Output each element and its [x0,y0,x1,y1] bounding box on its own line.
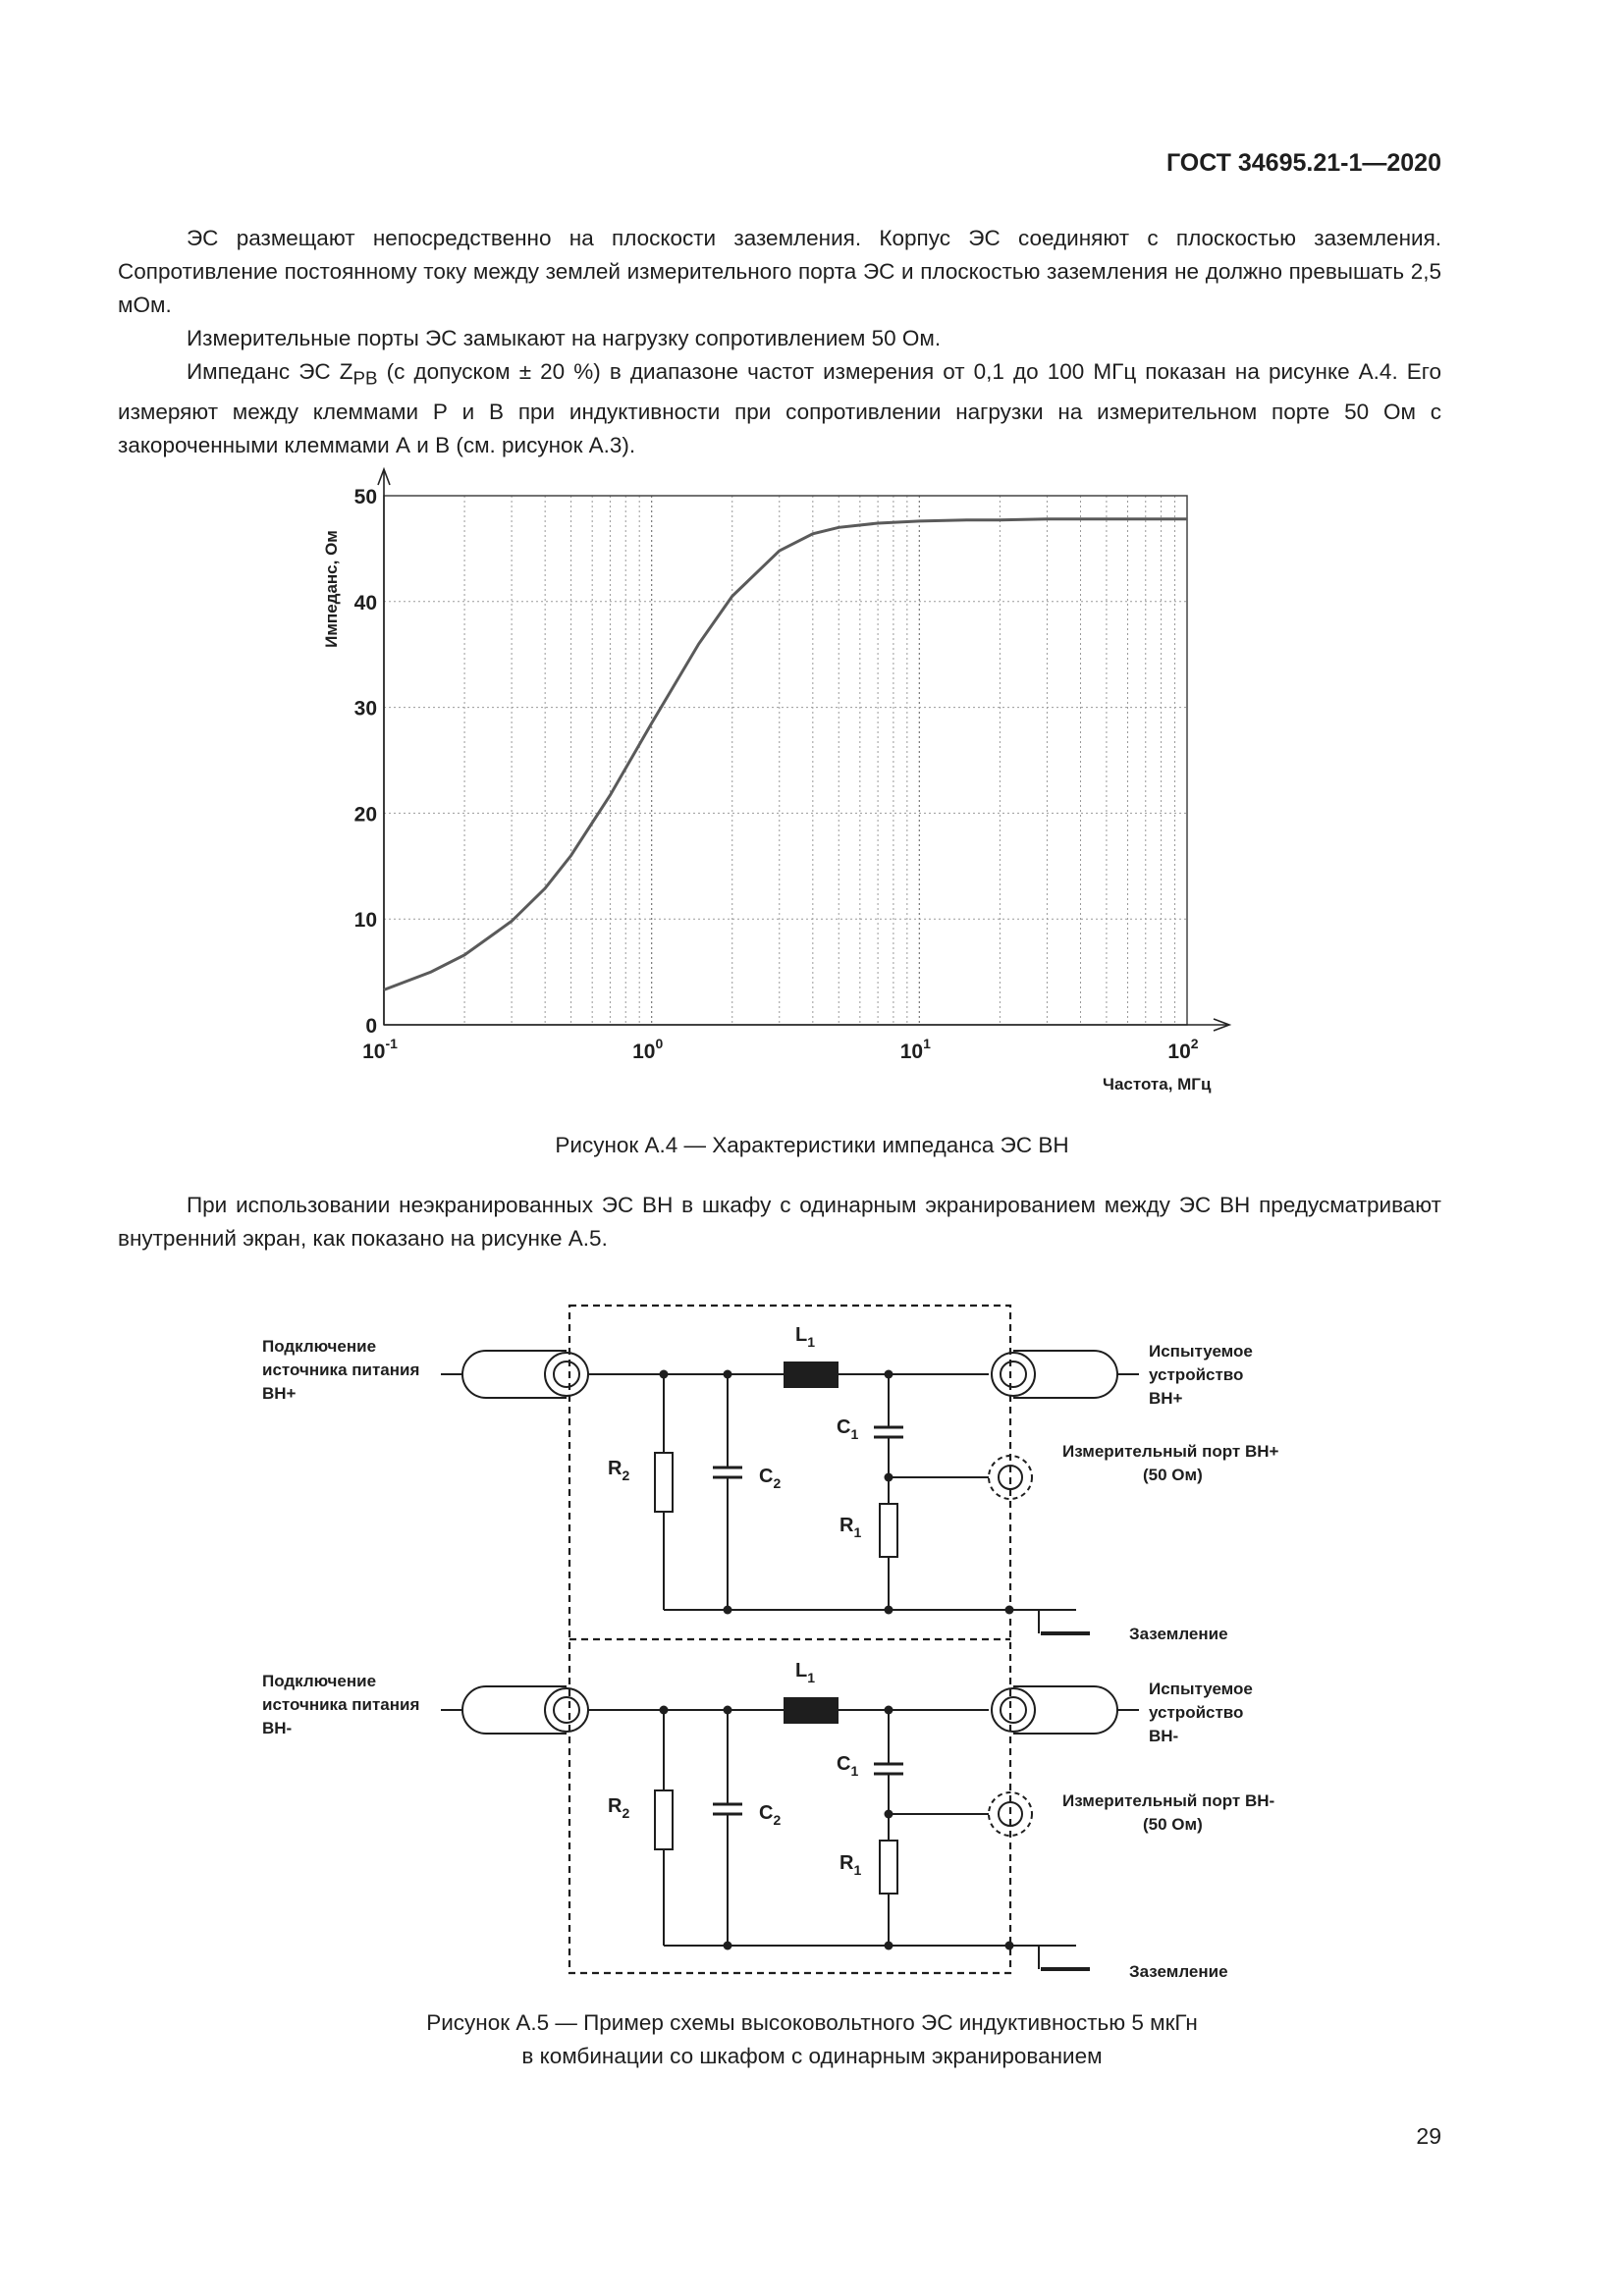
r2-label: R2 [608,1458,630,1483]
y-axis-label: Импеданс, Ом [322,530,341,648]
y-tick-label: 10 [353,909,377,933]
source-cable [462,1686,567,1734]
dut-label-line: устройство [1149,1703,1244,1722]
dut-label-line: ВН- [1149,1727,1179,1745]
c1-label: C1 [837,1753,859,1779]
document-header: ГОСТ 34695.21-1—2020 [1165,149,1441,177]
inductor-l1 [784,1697,839,1724]
port-label-line: (50 Ом) [1143,1466,1203,1484]
source-label-line: Подключение [262,1337,377,1356]
resistor-r2 [655,1790,673,1849]
labels-positive [262,1324,1279,1643]
c1-label: C1 [837,1416,859,1442]
resistor-r1 [880,1504,897,1557]
l1-label: L1 [795,1324,816,1350]
y-tick-label: 40 [353,591,377,614]
paragraph-4: При использовании неэкранированных ЭС ВН в шкафу с одинарным экранированием между ЭС ВН предусматривают внутренний экран, как показано на рисунке А.5. [118,1193,1441,1251]
dut-connector [992,1353,1035,1396]
port-label-line: Измерительный порт ВН+ [1062,1442,1279,1461]
dut-label-line: устройство [1149,1365,1244,1384]
port-label-line: Измерительный порт ВН- [1062,1791,1275,1810]
dut-connector [992,1688,1035,1732]
c2-label: C2 [759,1802,782,1828]
x-tick-label: $10^{-1}$ [362,1036,398,1063]
channel-positive [441,1351,1139,1633]
components-negative [545,1688,1090,1969]
y-tick-label: 0 [365,1015,377,1038]
inductor-l1 [784,1362,839,1388]
r1-label: R1 [839,1515,862,1540]
source-label-line: источника питания [262,1361,420,1379]
ground-label: Заземление [1129,1962,1228,1981]
page-number: 29 [1416,2123,1441,2149]
x-axis-label: Частота, МГц [1103,1075,1212,1094]
port-label-line: (50 Ом) [1143,1815,1203,1834]
source-connector [545,1353,588,1396]
dut-label-line: Испытуемое [1149,1680,1253,1698]
labels-negative [262,1660,1274,1981]
dut-cable [1013,1686,1117,1734]
source-label-line: источника питания [262,1695,420,1714]
l1-label: L1 [795,1660,816,1685]
x-tick-label: $10^1$ [899,1036,931,1063]
figure-5-caption-line-1: Рисунок А.5 — Пример схемы высоковольтного ЭС индуктивностью 5 мкГн [426,2010,1198,2035]
x-tick-label: $10^0$ [632,1036,664,1063]
x-tick-label: $10^2$ [1167,1036,1199,1063]
c2-label: C2 [759,1466,782,1491]
paragraph-3-text-b: (с допуском ± 20 %) в диапазоне частот измерения от 0,1 до 100 МГц показан на рисунке А.4. Его измеряют между клеммами Р и В при индуктивности при сопротивлении нагрузки на измерительном порте 50 Ом с закороченными клеммами А и В (см. рисунок А.3). [118,359,1442,457]
resistor-r1 [880,1841,897,1894]
paragraph-3-subscript: PB [352,367,378,389]
paragraph-1: ЭС размещают непосредственно на плоскости заземления. Корпус ЭС соединяют с плоскостью заземления. Сопротивление постоянному току между землей измерительного порта ЭС и плоскостью заземления не должно превышать 2,5 мОм. [118,226,1441,317]
source-label-line: ВН- [262,1719,293,1737]
source-label-line: Подключение [262,1672,377,1690]
dut-cable [1013,1351,1117,1398]
paragraph-2: Измерительные порты ЭС замыкают на нагрузку сопротивлением 50 Ом. [187,326,942,350]
figure-5-caption-line-2: в комбинации со шкафом с одинарным экранированием [521,2044,1103,2068]
paragraph-3-text-a: Импеданс ЭС Z [187,359,353,384]
resistor-r2 [655,1453,673,1512]
dut-label-line: ВН+ [1149,1389,1183,1408]
source-cable [462,1351,567,1398]
dut-label-line: Испытуемое [1149,1342,1253,1361]
components-positive [545,1353,1090,1633]
y-tick-label: 50 [353,486,377,508]
figure-4-caption: Рисунок А.4 — Характеристики импеданса ЭС ВН [555,1133,1069,1157]
y-tick-label: 20 [353,803,377,827]
r2-label: R2 [608,1795,630,1821]
source-label-line: ВН+ [262,1384,297,1403]
ground-label: Заземление [1129,1625,1228,1643]
y-tick-label: 30 [353,697,377,721]
r1-label: R1 [839,1852,862,1878]
channel-negative [441,1686,1139,1969]
shielded-cabinet [569,1306,1010,1973]
source-connector [545,1688,588,1732]
